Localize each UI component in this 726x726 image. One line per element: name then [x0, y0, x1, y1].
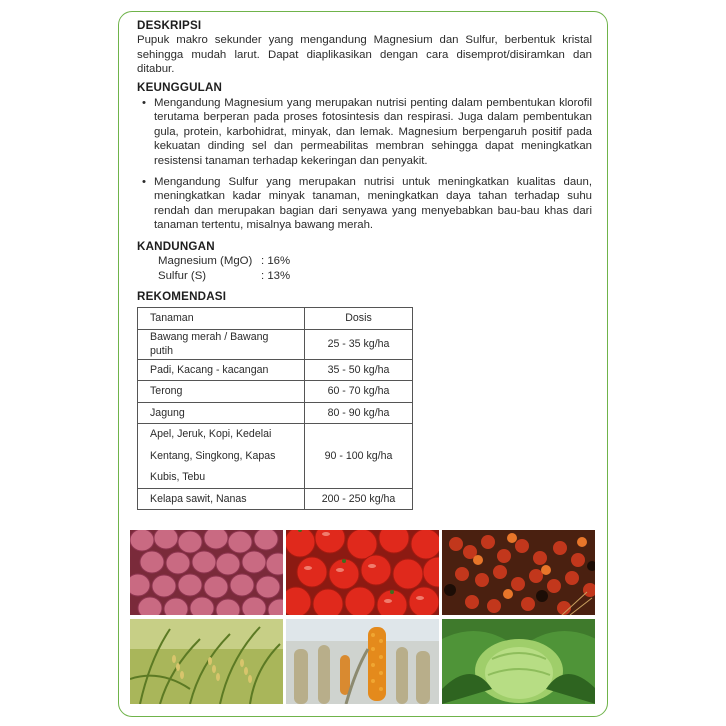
table-row [138, 488, 413, 510]
keunggulan-list [137, 96, 592, 233]
cell-tanaman: Apel, Jeruk, Kopi, Kedelai [138, 424, 305, 446]
cell-dosis: 200 - 250 kg/ha [305, 488, 413, 510]
kandungan-row [137, 254, 592, 268]
cell-dosis: 60 - 70 kg/ha [305, 381, 413, 403]
dosage-table [137, 307, 413, 510]
content [137, 19, 592, 510]
cell-dosis: 90 - 100 kg/ha [305, 424, 413, 489]
deskripsi-heading: DESKRIPSI [137, 19, 202, 32]
cell-tanaman: Kentang, Singkong, Kapas [138, 445, 305, 467]
keunggulan-item: • Mengandung Sulfur yang merupakan nutrisi untuk meningkatkan kualitas daun, meningkatkan kadar minyak tanaman, meningkatkan daya tahan terhadap suhu rendah dan merupakan bagian dari senyawa yang menyebabkan bau-bau khas dari tanaman tertentu, misalnya bawang merah. [137, 175, 592, 233]
cabbage-photo [442, 619, 595, 704]
kandungan-value: : 13% [261, 269, 291, 282]
cell-tanaman: Bawang merah / Bawang putih [138, 329, 305, 359]
keunggulan-item: • Mengandung Magnesium yang merupakan nutrisi penting dalam pembentukan klorofil terutama berperan pada proses fotosintesis dan respirasi. Juga dalam pembentukan gula, protein, karbohidrat, minyak, dan lemak. Magnesium berpengaruh positif pada kekuatan dinding sel dan permeabilitas membran sehingga dapat meningkatkan resistensi tanaman terhadap kekeringan dan penyakit. [137, 96, 592, 168]
table-row [138, 424, 413, 446]
cell-tanaman: Padi, Kacang - kacangan [138, 359, 305, 381]
cell-tanaman: Kubis, Tebu [138, 467, 305, 489]
deskripsi-text: Pupuk makro sekunder yang mengandung Magnesium dan Sulfur, berbentuk kristal sehingga mudah larut. Dapat diaplikasikan dengan cara disemprot/disiramkan dan ditabur. [137, 34, 592, 76]
header-dosis: Dosis [305, 308, 413, 330]
cell-dosis: 80 - 90 kg/ha [305, 402, 413, 424]
cell-tanaman: Kelapa sawit, Nanas [138, 488, 305, 510]
corn-photo [286, 619, 439, 704]
tomato-photo [286, 530, 439, 615]
palm-fruit-photo [442, 530, 595, 615]
crop-photo-grid [130, 530, 596, 704]
header-tanaman: Tanaman [138, 308, 305, 330]
rekomendasi-heading: REKOMENDASI [137, 289, 227, 303]
table-row [138, 359, 413, 381]
table-row [138, 381, 413, 403]
kandungan-heading: KANDUNGAN [137, 239, 215, 253]
rice-photo [130, 619, 283, 704]
kandungan-row [137, 269, 592, 283]
cell-dosis: 35 - 50 kg/ha [305, 359, 413, 381]
table-row [138, 402, 413, 424]
cell-tanaman: Jagung [138, 402, 305, 424]
table-header-row [138, 308, 413, 330]
kandungan-name: Magnesium (MgO) [158, 255, 253, 268]
cell-tanaman: Terong [138, 381, 305, 403]
table-row [138, 329, 413, 359]
kandungan-name: Sulfur (S) [158, 269, 207, 282]
keunggulan-heading: KEUNGGULAN [137, 80, 223, 94]
cell-dosis: 25 - 35 kg/ha [305, 329, 413, 359]
kandungan-value: : 16% [261, 255, 291, 268]
shallot-photo [130, 530, 283, 615]
